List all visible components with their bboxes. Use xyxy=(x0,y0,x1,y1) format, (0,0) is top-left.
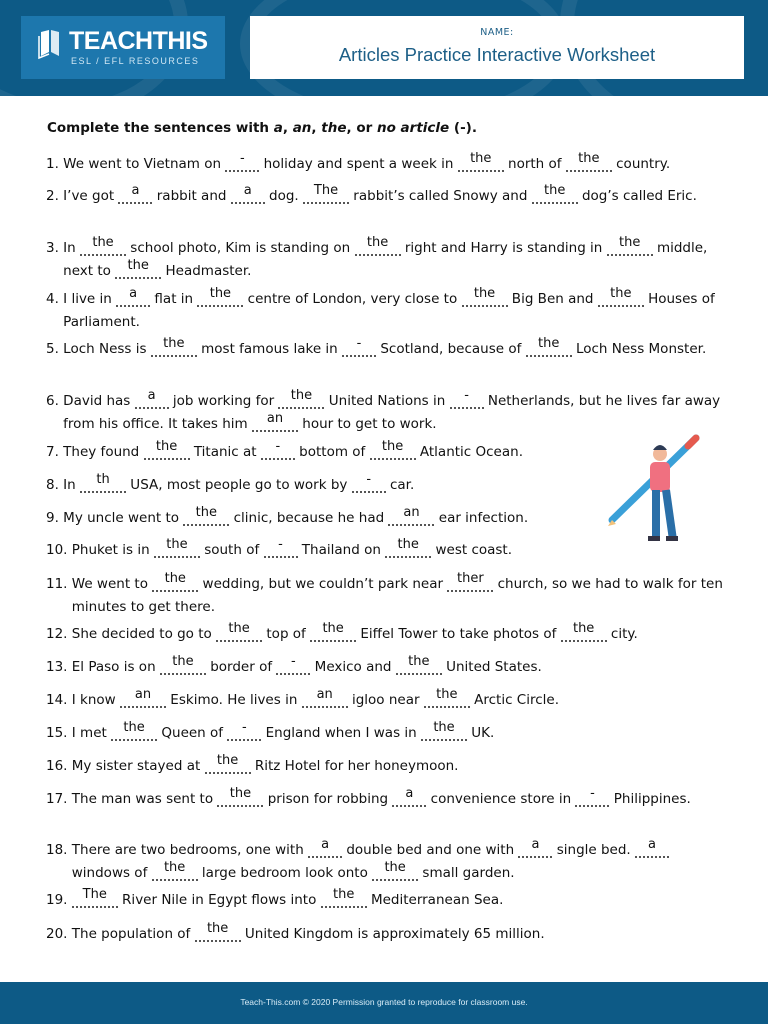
sentence-fragment: most famous lake in xyxy=(196,341,343,357)
answer-text: the xyxy=(172,654,194,669)
sentence-number: 2. xyxy=(46,188,64,204)
answer-blank[interactable] xyxy=(264,537,298,558)
sentence-number: 4. xyxy=(46,291,64,307)
sentence-number: 12. xyxy=(46,626,72,642)
answer-blank[interactable] xyxy=(195,921,241,942)
answer-blank[interactable] xyxy=(183,505,229,526)
answer-blank[interactable] xyxy=(392,786,426,807)
sentence-text xyxy=(72,656,726,679)
sentence-fragment: windows of xyxy=(71,865,152,881)
sentence-number: 7. xyxy=(46,444,64,460)
teachthis-logo[interactable] xyxy=(21,16,225,79)
sentence-item xyxy=(46,153,726,176)
sentence-item xyxy=(46,755,726,778)
sentence-fragment: church, so we had to walk for ten minutes to get there. xyxy=(71,576,723,615)
answer-text: the xyxy=(433,720,455,735)
answer-text: - xyxy=(464,388,469,403)
answer-text: the xyxy=(578,151,600,166)
sentence-text xyxy=(72,788,726,811)
answer-blank[interactable] xyxy=(151,336,197,357)
sentence-item xyxy=(46,573,726,619)
sentence-fragment: flat in xyxy=(150,291,198,307)
sentence-fragment: rabbit and xyxy=(152,188,231,204)
sentence-fragment: We went to Vietnam on xyxy=(63,156,226,172)
answer-blank[interactable] xyxy=(80,235,126,256)
sentence-text xyxy=(63,153,726,176)
sentence-item xyxy=(46,722,726,745)
answer-blank[interactable] xyxy=(566,151,612,172)
answer-blank[interactable] xyxy=(216,621,262,642)
answer-blank[interactable] xyxy=(518,837,552,858)
answer-blank[interactable] xyxy=(447,571,493,592)
answer-blank[interactable] xyxy=(526,336,572,357)
sentence-fragment: United States. xyxy=(441,659,542,675)
sentence-fragment: centre of London, very close to xyxy=(243,291,462,307)
sentence-number: 10. xyxy=(46,542,72,558)
header-banner xyxy=(0,0,768,96)
answer-text: a xyxy=(131,183,140,198)
answer-text: the xyxy=(408,654,430,669)
sentence-fragment: My sister stayed at xyxy=(71,758,205,774)
sentence-fragment: Thailand on xyxy=(297,542,386,558)
answer-blank[interactable] xyxy=(276,654,310,675)
answer-blank[interactable] xyxy=(154,537,200,558)
worksheet-title: Articles Practice Interactive Worksheet xyxy=(338,44,656,65)
answer-text: the xyxy=(473,286,496,301)
footer-copyright: Teach-This.com © 2020 Permission granted to reproduce for classroom use. xyxy=(240,997,528,1007)
sentence-item xyxy=(46,623,726,646)
answer-text: the xyxy=(572,621,595,636)
sentence-fragment: UK. xyxy=(467,725,495,741)
answer-text: the xyxy=(538,336,560,351)
answer-blank[interactable] xyxy=(205,753,251,774)
title-box xyxy=(250,16,744,79)
sentence-fragment: England when I was in xyxy=(261,725,421,741)
answer-text: the xyxy=(610,286,632,301)
sentence-fragment: USA, most people go to work by xyxy=(126,477,352,493)
answer-blank[interactable] xyxy=(352,472,386,493)
sentence-item xyxy=(46,689,726,712)
sentence-fragment: job working for xyxy=(168,393,279,409)
option-an: an xyxy=(292,120,312,136)
answer-text: the xyxy=(155,439,178,454)
answer-blank[interactable] xyxy=(303,183,349,204)
sentence-item xyxy=(46,185,726,208)
answer-blank[interactable] xyxy=(135,388,169,409)
sentence-fragment: I met xyxy=(71,725,112,741)
answer-text: ther xyxy=(456,571,484,586)
answer-blank[interactable] xyxy=(115,258,161,279)
sentence-number: 16. xyxy=(46,758,72,774)
sentence-fragment: Philippines. xyxy=(609,791,691,807)
instructions-tail: (-). xyxy=(449,120,477,136)
answer-text: the xyxy=(92,235,114,250)
sentence-fragment: dog. xyxy=(264,188,304,204)
sentence-fragment: top of xyxy=(262,626,311,642)
sentence-fragment: dog’s called Eric. xyxy=(577,188,697,204)
sentence-number: 11. xyxy=(46,576,72,592)
sentence-fragment: clinic, because he had xyxy=(229,510,389,526)
sentence-fragment: United Nations in xyxy=(324,393,450,409)
answer-text: - xyxy=(239,151,245,166)
sentence-text xyxy=(63,185,726,208)
sentence-fragment: Queen of xyxy=(157,725,228,741)
answer-blank[interactable] xyxy=(261,439,295,460)
sentence-item xyxy=(46,237,726,283)
name-label: NAME: xyxy=(480,27,514,38)
answer-text: an xyxy=(316,687,333,702)
answer-blank[interactable] xyxy=(421,720,467,741)
answer-text: the xyxy=(470,151,492,166)
answer-text: the xyxy=(384,860,406,875)
answer-text: an xyxy=(134,687,152,702)
sentence-fragment: west coast. xyxy=(431,542,513,558)
sentence-number: 8. xyxy=(46,477,64,493)
answer-blank[interactable] xyxy=(458,151,504,172)
sentence-fragment: River Nile in Egypt flows into xyxy=(117,892,321,908)
answer-text: a xyxy=(648,837,656,852)
answer-text: th xyxy=(96,472,110,487)
sentence-fragment: United Kingdom is approximately 65 million. xyxy=(240,926,545,942)
sentence-fragment: right and Harry is standing in xyxy=(400,240,607,256)
answer-text: the xyxy=(228,621,250,636)
sentence-fragment: bottom of xyxy=(294,444,370,460)
answer-blank[interactable] xyxy=(278,388,324,409)
answer-blank[interactable] xyxy=(308,837,342,858)
answer-text: The xyxy=(313,183,339,198)
instructions-lead: Complete the sentences with xyxy=(47,120,274,136)
sentence-fragment: The population of xyxy=(71,926,195,942)
sentence-fragment: David has xyxy=(63,393,135,409)
option-no-article: no article xyxy=(376,120,450,136)
sentence-fragment: Houses of Parliament. xyxy=(63,291,715,330)
answer-blank[interactable] xyxy=(120,687,166,708)
sentence-item xyxy=(46,288,726,334)
sentence-fragment: The man was sent to xyxy=(71,791,218,807)
sentence-fragment: I live in xyxy=(63,291,117,307)
sentence-fragment: single bed. xyxy=(552,842,636,858)
answer-text: the xyxy=(127,258,149,273)
answer-text: the xyxy=(381,439,404,454)
answer-text: an xyxy=(266,411,284,426)
answer-text: a xyxy=(147,388,156,403)
instructions xyxy=(47,120,477,136)
answer-text: the xyxy=(544,183,566,198)
answer-blank[interactable] xyxy=(532,183,578,204)
sentence-number: 3. xyxy=(46,240,64,256)
answer-text: - xyxy=(366,472,372,487)
answer-text: The xyxy=(82,887,107,902)
sentence-fragment: In xyxy=(63,477,81,493)
sentence-fragment: north of xyxy=(503,156,566,172)
sentence-item xyxy=(46,338,726,361)
answer-blank[interactable] xyxy=(342,336,376,357)
sentence-fragment: prison for robbing xyxy=(263,791,393,807)
answer-text: the xyxy=(195,505,217,520)
answer-text: the xyxy=(229,786,252,801)
answer-text: the xyxy=(163,336,185,351)
sentence-fragment: school photo, Kim is standing on xyxy=(126,240,355,256)
sentence-fragment: ear infection. xyxy=(434,510,529,526)
sentence-item xyxy=(46,788,726,811)
answer-text: the xyxy=(123,720,145,735)
answer-text: - xyxy=(590,786,595,801)
answer-blank[interactable] xyxy=(635,837,669,858)
sentence-number: 9. xyxy=(46,510,64,526)
sentence-number: 15. xyxy=(46,725,72,741)
answer-blank[interactable] xyxy=(302,687,348,708)
sentence-number: 13. xyxy=(46,659,72,675)
answer-blank[interactable] xyxy=(355,235,401,256)
footer-banner xyxy=(0,982,768,1024)
sentence-fragment: convenience store in xyxy=(426,791,576,807)
answer-blank[interactable] xyxy=(72,887,118,908)
sentence-fragment: small garden. xyxy=(418,865,515,881)
sentence-fragment: El Paso is on xyxy=(71,659,160,675)
answer-text: - xyxy=(278,537,283,552)
sentence-fragment: In xyxy=(63,240,81,256)
sentence-fragment: car. xyxy=(385,477,415,493)
sentence-fragment: Loch Ness is xyxy=(63,341,151,357)
answer-blank[interactable] xyxy=(252,411,298,432)
answer-blank[interactable] xyxy=(385,537,431,558)
sentence-fragment: Eiffel Tower to take photos of xyxy=(356,626,561,642)
sentence-number: 17. xyxy=(46,791,72,807)
answer-blank[interactable] xyxy=(310,621,356,642)
sentence-text xyxy=(63,288,726,334)
answer-blank[interactable] xyxy=(160,654,206,675)
sentence-number: 14. xyxy=(46,692,72,708)
sentence-number: 1. xyxy=(46,156,64,172)
sentence-number: 6. xyxy=(46,393,64,409)
answer-blank[interactable] xyxy=(575,786,609,807)
sentence-text xyxy=(63,237,726,283)
sentence-fragment: middle, next to xyxy=(63,240,708,279)
answer-blank[interactable] xyxy=(80,472,126,493)
answer-text: the xyxy=(366,235,389,250)
brand-name: TEACHTHIS xyxy=(69,27,208,55)
sentence-fragment: country. xyxy=(611,156,671,172)
sentence-number: 19. xyxy=(46,892,72,908)
sentence-fragment: Atlantic Ocean. xyxy=(415,444,523,460)
answer-text: the xyxy=(206,921,229,936)
sentence-text xyxy=(72,573,726,619)
sentence-text xyxy=(72,689,726,712)
sentence-item xyxy=(46,889,726,912)
answer-blank[interactable] xyxy=(231,183,265,204)
answer-text: the xyxy=(164,571,186,586)
sentence-fragment: border of xyxy=(205,659,277,675)
sentence-fragment: large bedroom look onto xyxy=(197,865,373,881)
answer-blank[interactable] xyxy=(227,720,261,741)
sentence-fragment: They found xyxy=(63,444,144,460)
instructions-sep: , or xyxy=(346,120,377,136)
sentence-fragment: rabbit’s called Snowy and xyxy=(349,188,532,204)
answer-blank[interactable] xyxy=(152,571,198,592)
sentence-number: 18. xyxy=(46,842,72,858)
sentence-fragment: south of xyxy=(199,542,264,558)
answer-text: - xyxy=(275,439,281,454)
book-icon xyxy=(37,28,63,60)
sentence-fragment: Big Ben and xyxy=(507,291,598,307)
answer-text: a xyxy=(531,837,540,852)
sentence-fragment: double bed and one with xyxy=(342,842,519,858)
sentence-fragment: There are two bedrooms, one with xyxy=(71,842,309,858)
option-the: the xyxy=(321,120,347,136)
answer-text: the xyxy=(216,753,239,768)
answer-text: - xyxy=(356,336,362,351)
sentence-text xyxy=(72,889,726,912)
answer-text: the xyxy=(209,286,232,301)
answer-text: the xyxy=(163,860,186,875)
sentence-fragment: Loch Ness Monster. xyxy=(571,341,707,357)
sentence-number: 5. xyxy=(46,341,64,357)
answer-text: a xyxy=(321,837,330,852)
sentence-fragment: Arctic Circle. xyxy=(469,692,559,708)
sentence-fragment: Ritz Hotel for her honeymoon. xyxy=(250,758,459,774)
answer-text: - xyxy=(291,654,296,669)
sentence-item xyxy=(46,839,726,885)
answer-blank[interactable] xyxy=(424,687,470,708)
answer-text: the xyxy=(332,887,355,902)
brand-tagline: ESL / EFL RESOURCES xyxy=(71,56,200,66)
answer-text: the xyxy=(166,537,188,552)
sentence-number: 20. xyxy=(46,926,72,942)
sentence-fragment: holiday and spent a week in xyxy=(259,156,458,172)
sentence-text xyxy=(72,623,726,646)
answer-blank[interactable] xyxy=(118,183,152,204)
answer-text: the xyxy=(397,537,419,552)
answer-text: the xyxy=(619,235,641,250)
answer-blank[interactable] xyxy=(396,654,442,675)
answer-blank[interactable] xyxy=(598,286,644,307)
sentence-text xyxy=(72,839,726,885)
answer-text: a xyxy=(405,786,414,801)
answer-blank[interactable] xyxy=(450,388,484,409)
answer-blank[interactable] xyxy=(321,887,367,908)
boy-with-pencil-illustration xyxy=(604,432,704,554)
sentence-text xyxy=(63,390,726,436)
sentence-fragment: Mexico and xyxy=(310,659,396,675)
answer-blank[interactable] xyxy=(144,439,190,460)
sentence-fragment: hour to get to work. xyxy=(297,416,437,432)
sentence-text xyxy=(72,923,726,946)
sentence-text xyxy=(63,338,726,361)
sentence-text xyxy=(72,755,726,778)
answer-text: a xyxy=(243,183,252,198)
answer-blank[interactable] xyxy=(116,286,150,307)
sentence-item xyxy=(46,390,726,436)
answer-blank[interactable] xyxy=(388,505,434,526)
sentence-item xyxy=(46,923,726,946)
sentence-fragment: I’ve got xyxy=(63,188,119,204)
answer-text: an xyxy=(403,505,420,520)
answer-text: the xyxy=(436,687,458,702)
sentence-fragment: Eskimo. He lives in xyxy=(166,692,302,708)
sentence-fragment: Netherlands, but he lives far away from his office. It takes him xyxy=(63,393,721,432)
answer-blank[interactable] xyxy=(370,439,416,460)
sentence-fragment: Mediterranean Sea. xyxy=(366,892,504,908)
answer-blank[interactable] xyxy=(111,720,157,741)
sentence-fragment: We went to xyxy=(71,576,153,592)
sentence-item xyxy=(46,656,726,679)
answer-blank[interactable] xyxy=(152,860,198,881)
sentence-fragment: Phuket is in xyxy=(71,542,154,558)
sentence-fragment: igloo near xyxy=(347,692,424,708)
sentence-text xyxy=(72,722,726,745)
sentence-fragment: Headmaster. xyxy=(161,263,252,279)
sentence-fragment: Scotland, because of xyxy=(376,341,526,357)
answer-blank[interactable] xyxy=(197,286,243,307)
answer-text: the xyxy=(322,621,344,636)
answer-blank[interactable] xyxy=(372,860,418,881)
sentence-fragment: She decided to go to xyxy=(71,626,217,642)
answer-blank[interactable] xyxy=(462,286,508,307)
option-a: a xyxy=(273,120,283,136)
answer-text: the xyxy=(290,388,313,403)
sentence-fragment: Titanic at xyxy=(189,444,261,460)
instructions-sep: , xyxy=(282,120,293,136)
answer-blank[interactable] xyxy=(225,151,259,172)
sentence-fragment: My uncle went to xyxy=(63,510,184,526)
answer-blank[interactable] xyxy=(561,621,607,642)
instructions-sep: , xyxy=(311,120,322,136)
answer-text: - xyxy=(241,720,247,735)
answer-text: a xyxy=(129,286,138,301)
sentence-fragment: wedding, but we couldn’t park near xyxy=(198,576,448,592)
answer-blank[interactable] xyxy=(217,786,263,807)
sentence-fragment: I know xyxy=(71,692,121,708)
sentence-fragment: city. xyxy=(606,626,638,642)
answer-blank[interactable] xyxy=(607,235,653,256)
